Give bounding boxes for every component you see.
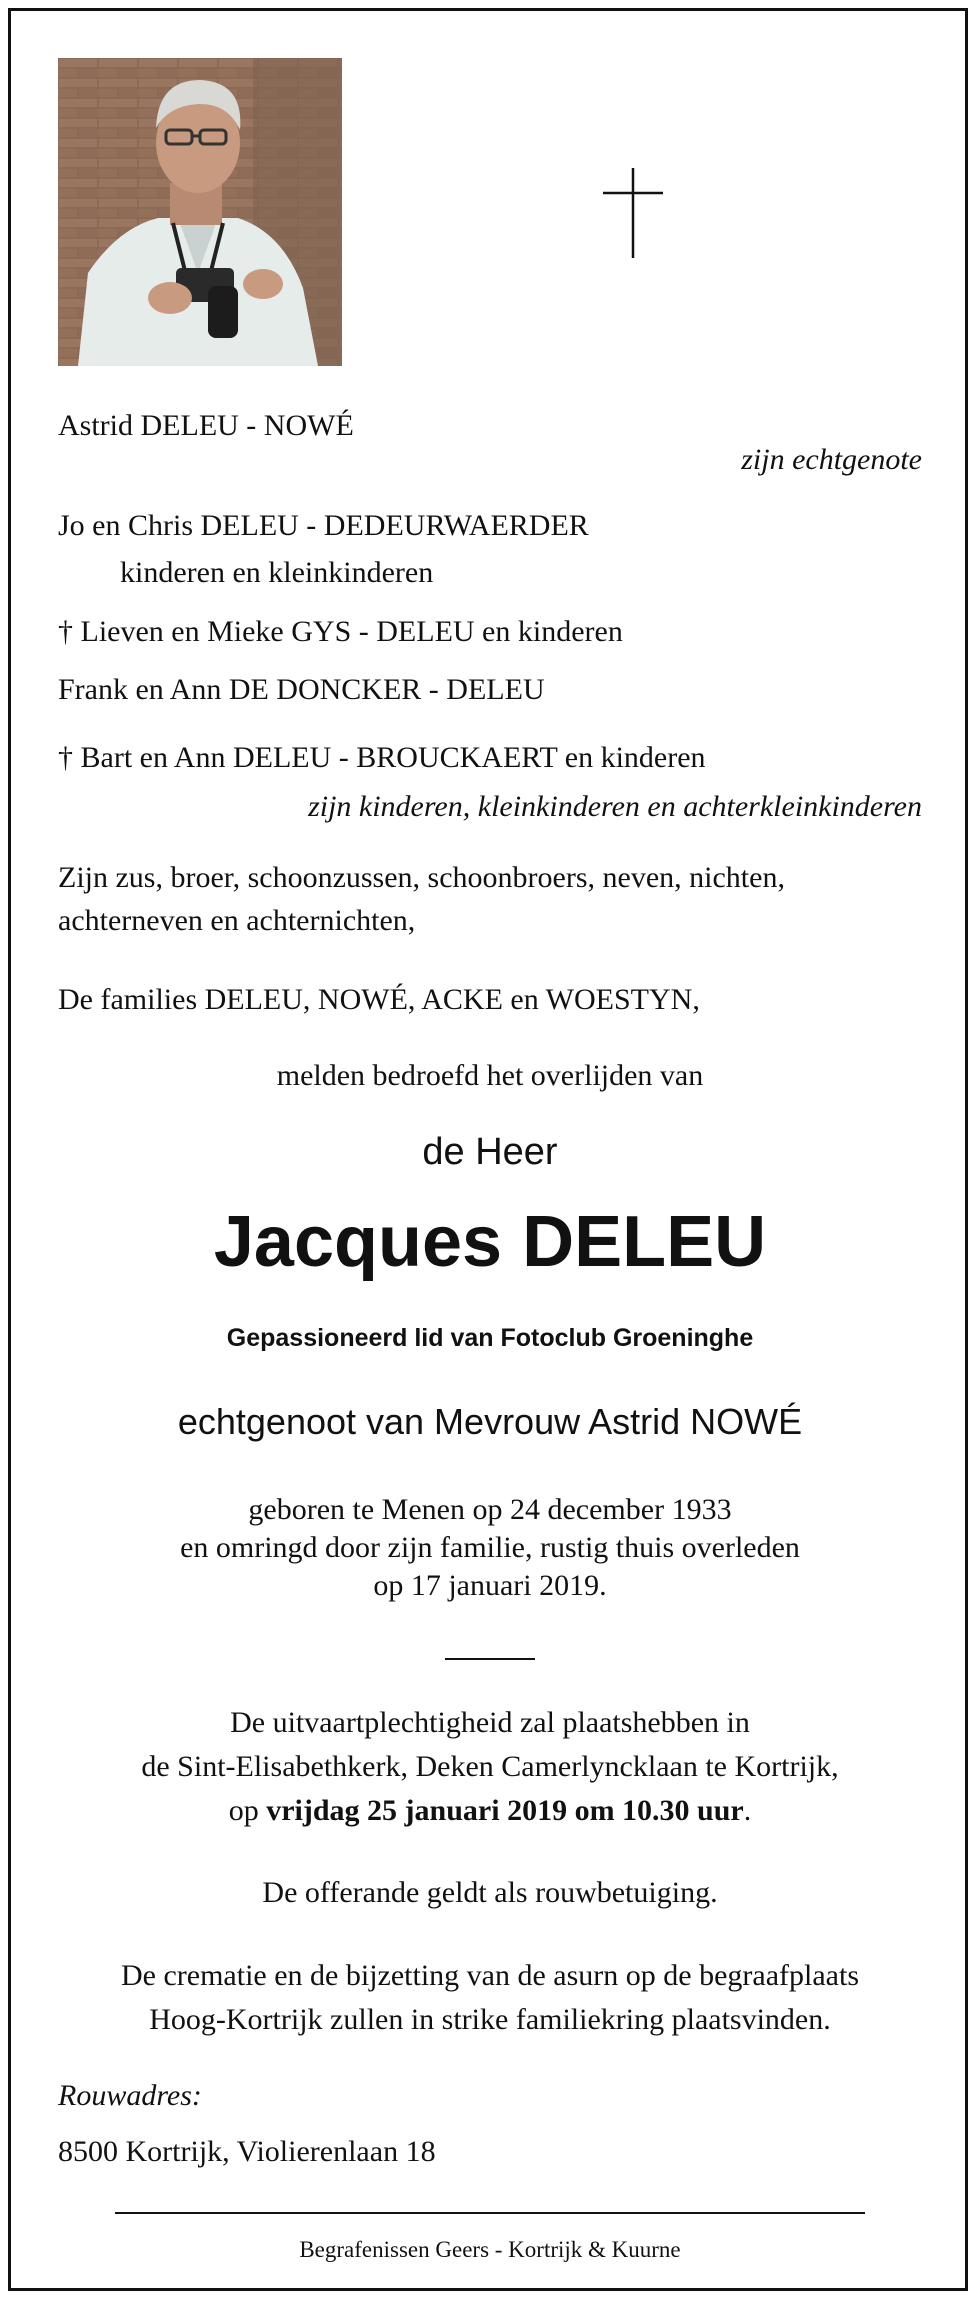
- ceremony-prefix: op: [228, 1794, 267, 1827]
- address-value: 8500 Kortrijk, Violierenlaan 18: [58, 2135, 436, 2168]
- funeral-home: Begrafenissen Geers - Kortrijk & Kuurne: [299, 2237, 681, 2262]
- announcement: melden bedroefd het overlijden van: [276, 1059, 704, 1092]
- family-line-4: † Bart en Ann DELEU - BROUCKAERT en kinderen: [58, 741, 706, 774]
- spouse-name: Astrid DELEU - NOWÉ: [58, 409, 354, 442]
- born-line: geboren te Menen op 24 december 1933: [248, 1493, 732, 1526]
- family-line-1b: kinderen en kleinkinderen: [120, 556, 434, 589]
- short-divider: [445, 1658, 535, 1660]
- relatives-line-1: Zijn zus, broer, schoonzussen, schoonbroers, neven, nichten,: [58, 861, 785, 894]
- family-line-2: † Lieven en Mieke GYS - DELEU en kinderen: [58, 615, 623, 648]
- footer-divider: [115, 2212, 865, 2214]
- relatives-line-2: achterneven en achternichten,: [58, 904, 416, 937]
- spouse-role: zijn echtgenote: [741, 443, 922, 476]
- ceremony-line-1: De uitvaartplechtigheid zal plaatshebben in: [230, 1706, 750, 1739]
- deceased-name: Jacques DELEU: [213, 1202, 767, 1282]
- died-line-2: op 17 januari 2019.: [373, 1569, 607, 1602]
- ceremony-suffix: .: [743, 1794, 752, 1827]
- ceremony-line-2: de Sint-Elisabethkerk, Deken Camerlyncklaan te Kortrijk,: [141, 1750, 839, 1783]
- offering-line: De offerande geldt als rouwbetuiging.: [262, 1876, 718, 1909]
- family-line-3: Frank en Ann DE DONCKER - DELEU: [58, 673, 545, 706]
- cremation-line-2: Hoog-Kortrijk zullen in strike familiekring plaatsvinden.: [149, 2003, 831, 2036]
- cremation-line-1: De crematie en de bijzetting van de asurn op de begraafplaats: [120, 1959, 859, 1992]
- ceremony-date: vrijdag 25 januari 2019 om 10.30 uur: [266, 1794, 744, 1827]
- portrait-image: [58, 58, 342, 366]
- deceased-tagline: Gepassioneerd lid van Fotoclub Groeninghe: [226, 1324, 754, 1352]
- spouse-line: echtgenoot van Mevrouw Astrid NOWÉ: [177, 1401, 803, 1442]
- honorific: de Heer: [422, 1131, 558, 1173]
- families-line: De families DELEU, NOWÉ, ACKE en WOESTYN,: [58, 983, 700, 1016]
- died-line-1: en omringd door zijn familie, rustig thuis overleden: [180, 1531, 800, 1564]
- address-label: Rouwadres:: [58, 2079, 202, 2112]
- portrait-photo: [58, 58, 342, 366]
- family-line-1: Jo en Chris DELEU - DEDEURWAERDER: [58, 509, 589, 542]
- cross-icon: [598, 168, 668, 258]
- ceremony-line-3: [0, 1793, 980, 1829]
- children-role: zijn kinderen, kleinkinderen en achterkleinkinderen: [308, 790, 922, 823]
